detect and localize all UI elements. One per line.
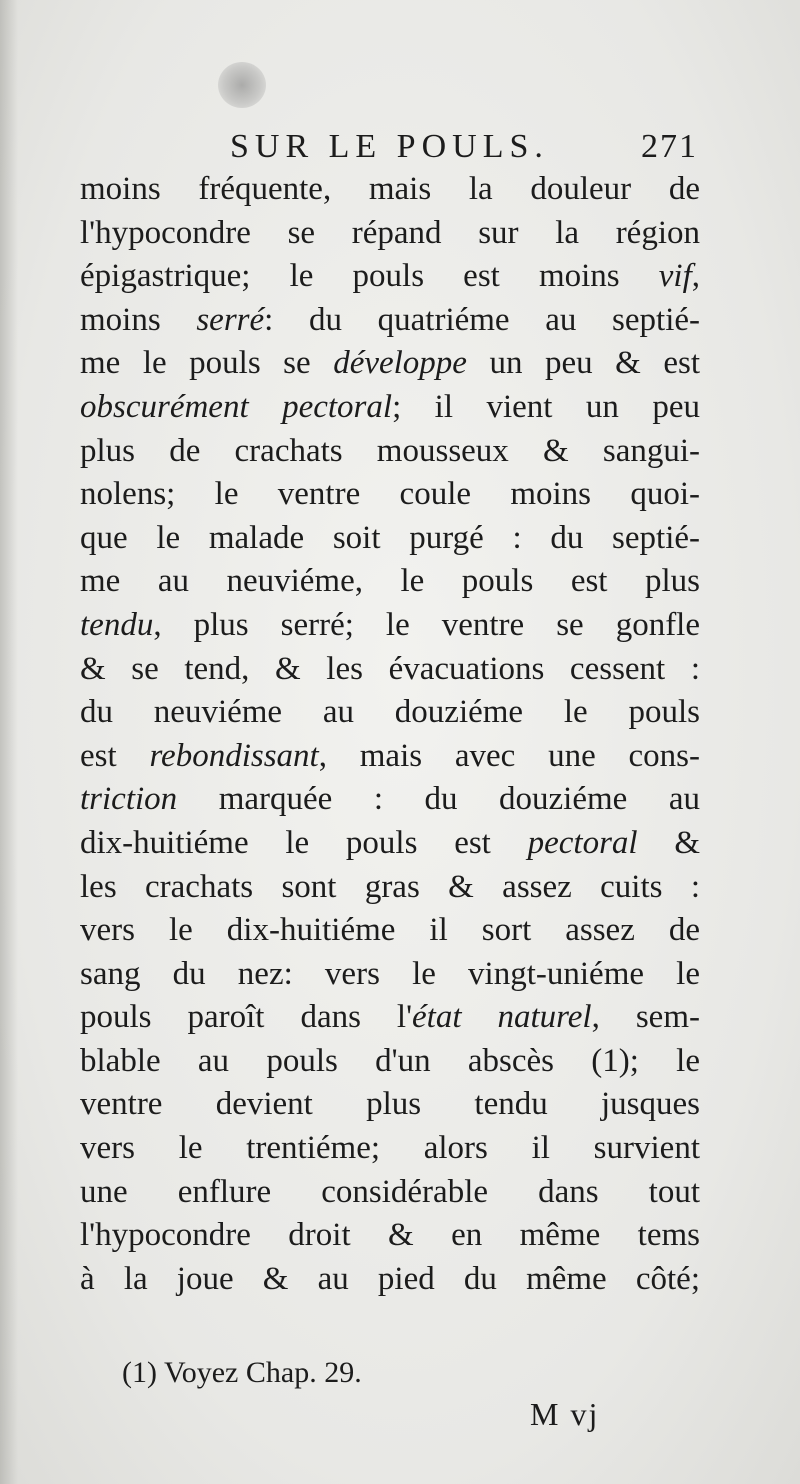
- line-italic-text: obscurément pectoral: [80, 388, 393, 425]
- text-line: [80, 473, 700, 517]
- line-italic-text: serré: [196, 301, 265, 338]
- line-italic-text: rebondissant: [149, 737, 319, 774]
- line-text: une enflure considérable dans tout: [80, 1173, 700, 1210]
- line-text: plus de crachats mousseux & sangui-: [80, 432, 700, 469]
- line-text: du neuviéme au douziéme le pouls: [80, 694, 700, 731]
- line-text: que le malade soit purgé : du septié-: [80, 519, 700, 556]
- line-text: me le pouls se: [80, 345, 334, 382]
- text-line: [80, 648, 700, 692]
- paper-stain: [218, 62, 266, 108]
- line-italic-text: vif: [658, 258, 692, 295]
- text-line: [80, 168, 700, 212]
- line-text: me au neuviéme, le pouls est plus: [80, 563, 700, 600]
- line-italic-text: tendu: [80, 606, 154, 643]
- text-line: [80, 996, 700, 1040]
- line-italic-text: état naturel: [412, 999, 592, 1036]
- line-text: moins fréquente, mais la douleur de: [80, 171, 700, 207]
- text-line: [80, 255, 700, 299]
- line-text: , plus serré; le ventre se gonfle: [153, 606, 700, 643]
- line-text: ; il vient un peu: [392, 388, 700, 425]
- text-line: [80, 778, 700, 822]
- line-italic-text: développe: [333, 345, 467, 382]
- line-italic-text: triction: [80, 781, 178, 818]
- text-line: [80, 1127, 700, 1171]
- line-text: ventre devient plus tendu jusques: [80, 1086, 700, 1123]
- text-line: [80, 953, 700, 997]
- text-line: [80, 735, 700, 779]
- line-text: , mais avec une cons-: [318, 737, 700, 774]
- running-head: [230, 128, 700, 172]
- page-gutter-shadow: [0, 0, 18, 1484]
- page-number: 271: [641, 128, 698, 165]
- line-italic-text: pectoral: [527, 824, 638, 861]
- body-text: [80, 168, 700, 1301]
- line-text: les crachats sont gras & assez cuits :: [80, 868, 700, 905]
- text-line: [80, 1040, 700, 1084]
- text-line: [80, 1258, 700, 1302]
- line-text: moins: [80, 301, 197, 338]
- text-line: [80, 212, 700, 256]
- line-text: un peu & est: [466, 345, 700, 382]
- line-text: , sem-: [591, 999, 700, 1036]
- line-text: & se tend, & les évacuations cessent :: [80, 650, 700, 687]
- line-text: vers le trentiéme; alors il survient: [80, 1130, 700, 1167]
- signature-mark: M vj: [530, 1396, 600, 1432]
- running-title: SUR LE POULS.: [230, 128, 549, 165]
- text-line: [80, 517, 700, 561]
- footnote: (1) Voyez Chap. 29.: [122, 1356, 362, 1389]
- line-text: &: [637, 824, 701, 861]
- line-text: dix-huitiéme le pouls est: [80, 824, 528, 861]
- text-line: [80, 1214, 700, 1258]
- text-line: [80, 1083, 700, 1127]
- line-text: nolens; le ventre coule moins quoi-: [80, 476, 700, 513]
- text-line: [80, 299, 700, 343]
- text-line: [80, 1171, 700, 1215]
- line-text: est: [80, 737, 150, 774]
- text-line: [80, 604, 700, 648]
- text-line: [80, 560, 700, 604]
- line-text: pouls paroît dans l': [80, 999, 413, 1036]
- line-text: ,: [691, 258, 700, 295]
- text-line: [80, 909, 700, 953]
- line-text: marquée : du douziéme au: [177, 781, 700, 818]
- text-line: [80, 342, 700, 386]
- line-text: l'hypocondre se répand sur la région: [80, 214, 700, 251]
- line-text: sang du nez: vers le vingt-uniéme le: [80, 955, 700, 992]
- line-text: vers le dix-huitiéme il sort assez de: [80, 912, 700, 949]
- text-line: [80, 691, 700, 735]
- text-line: [80, 822, 700, 866]
- line-text: à la joue & au pied du même côté;: [80, 1260, 700, 1297]
- line-text: : du quatriéme au septié-: [264, 301, 700, 338]
- text-line: [80, 386, 700, 430]
- line-text: blable au pouls d'un abscès (1); le: [80, 1042, 700, 1079]
- line-text: épigastrique; le pouls est moins: [80, 258, 659, 295]
- text-line: [80, 430, 700, 474]
- text-line: [80, 866, 700, 910]
- line-text: l'hypocondre droit & en même tems: [80, 1217, 700, 1254]
